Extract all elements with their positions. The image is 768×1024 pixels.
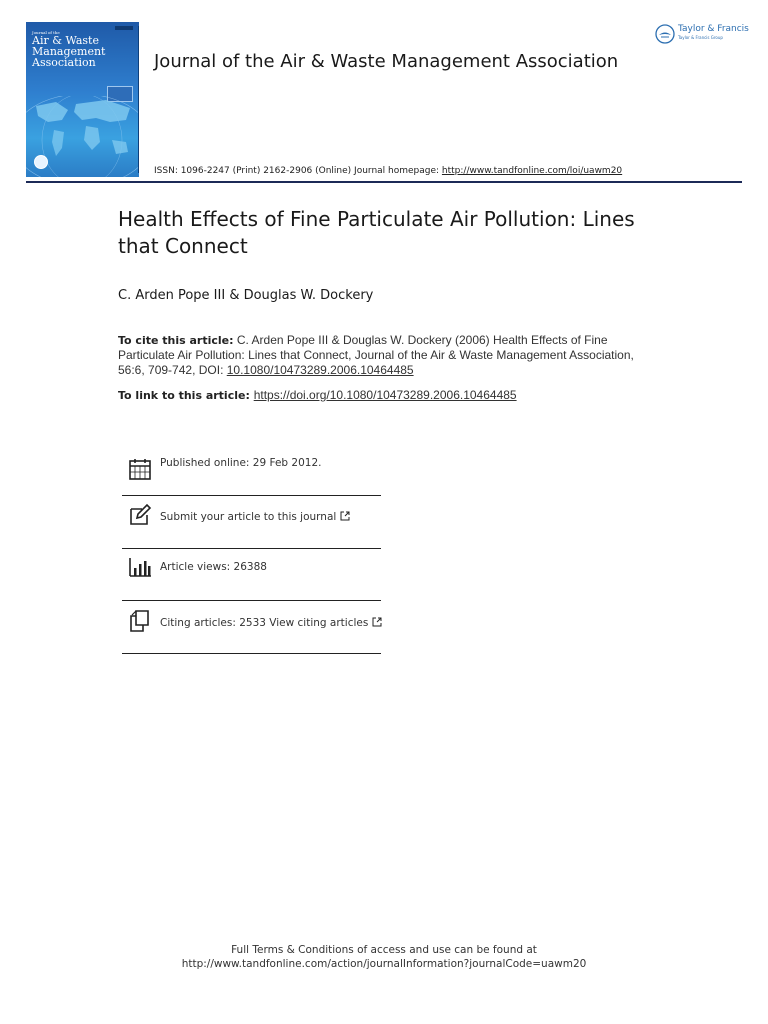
- edit-icon: [128, 503, 152, 527]
- article-link-label: To link to this article:: [118, 389, 254, 402]
- cover-association-logo-icon: [34, 155, 48, 169]
- cover-spine: [138, 26, 139, 173]
- article-title: Health Effects of Fine Particulate Air Pollution: Lines that Connect: [118, 207, 635, 258]
- cover-small-label: Journal of the: [32, 30, 60, 35]
- article-doi-link[interactable]: https://doi.org/10.1080/10473289.2006.10464485: [253, 388, 517, 402]
- cover-title-line-1: Air & Waste: [32, 34, 99, 47]
- journal-homepage-link[interactable]: http://www.tandfonline.com/loi/uawm20: [441, 166, 623, 176]
- issn-text: ISSN: 1096-2247 (Print) 2162-2906 (Online) Journal homepage:: [154, 166, 442, 176]
- terms-footer-line-1: Full Terms & Conditions of access and use can be found at: [231, 944, 537, 956]
- article-views-text: Article views: 26388: [160, 561, 267, 573]
- header-divider: [26, 181, 742, 183]
- publisher-logo[interactable]: [655, 23, 750, 45]
- calendar-icon: [128, 457, 152, 481]
- issn-line: [154, 166, 622, 176]
- taylor-francis-logo-icon: [655, 24, 675, 44]
- citation-block: [118, 333, 663, 378]
- published-date-text: Published online: 29 Feb 2012.: [160, 457, 322, 469]
- citing-articles-text: Citing articles: 2533 View citing articles: [160, 617, 369, 629]
- publisher-logo-name: Taylor & Francis: [678, 24, 749, 34]
- journal-cover-image: [26, 22, 139, 177]
- article-authors: C. Arden Pope III & Douglas W. Dockery: [118, 288, 374, 303]
- citing-row[interactable]: [122, 601, 381, 654]
- bar-chart-icon: [128, 555, 152, 579]
- terms-footer-link[interactable]: http://www.tandfonline.com/action/journalInformation?journalCode=uawm20: [181, 958, 587, 970]
- cover-title-line-2: Management: [32, 45, 106, 58]
- external-link-icon: [372, 617, 382, 627]
- journal-title: Journal of the Air & Waste Management Association: [154, 51, 619, 72]
- publisher-logo-sub: Taylor & Francis Group: [678, 35, 723, 40]
- citing-articles-link[interactable]: [160, 617, 382, 629]
- submit-article-link[interactable]: [160, 511, 350, 523]
- terms-footer: [0, 943, 768, 971]
- external-link-icon: [340, 511, 350, 521]
- citation-text: C. Arden Pope III & Douglas W. Dockery (2006) Health Effects of Fine Particulate Air Pollution: Lines that Connect, Journal of the Air & Waste Management Association, 56:6, 709-742, DOI:: [118, 333, 634, 377]
- article-link-line: [118, 388, 678, 402]
- citation-label: To cite this article:: [118, 334, 234, 347]
- cover-title-line-3: Association: [32, 56, 96, 69]
- citation-doi-link[interactable]: 10.1080/10473289.2006.10464485: [226, 363, 414, 377]
- documents-icon: [128, 609, 152, 633]
- views-row: [122, 548, 381, 601]
- published-row: [122, 443, 381, 496]
- submit-article-text: Submit your article to this journal: [160, 511, 337, 523]
- submit-row[interactable]: [122, 496, 381, 549]
- cover-title: [32, 30, 132, 68]
